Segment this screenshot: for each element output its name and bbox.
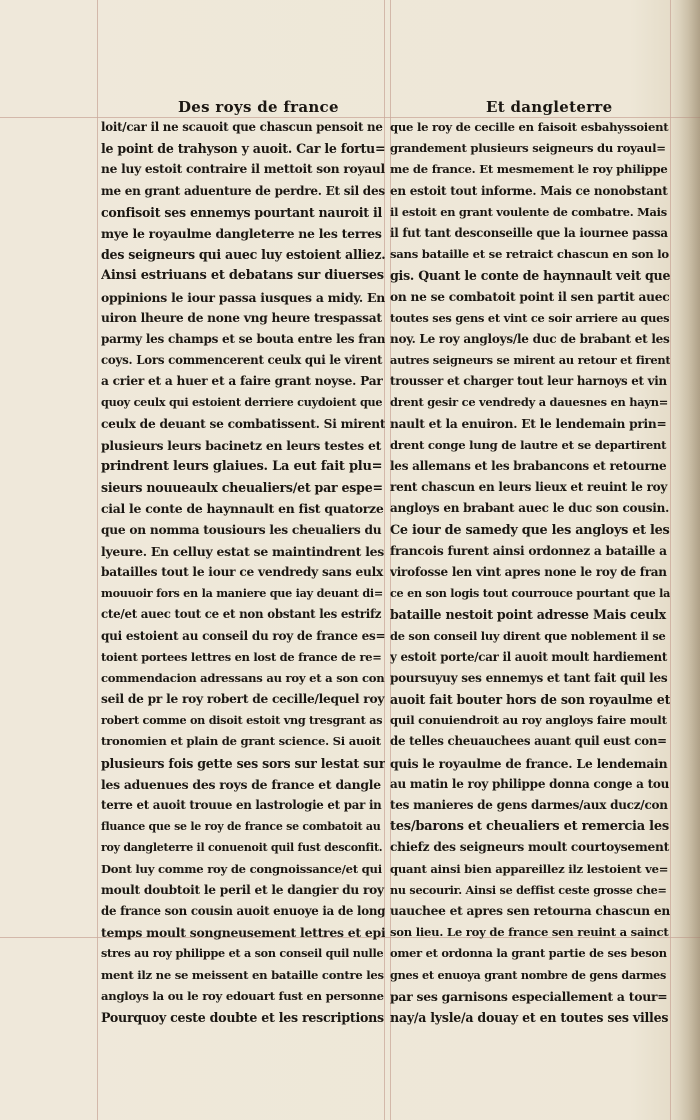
text-line: coys. Lors commencerent ceulx qui le virent: [101, 353, 383, 368]
text-line: tes manieres de gens darmes/aux ducz/con: [390, 798, 668, 812]
margin-rule-left: [97, 0, 98, 1120]
text-line: drent conge lung de lautre et se departirent: [390, 437, 667, 452]
text-line: temps moult songneusement lettres et epi: [101, 925, 385, 941]
text-line: y estoit porte/car il auoit moult hardiement: [390, 649, 668, 664]
text-line: au matin le roy philippe donna conge a tou: [390, 776, 670, 791]
text-line: loit/car il ne scauoit que chascun pensoit ne: [101, 120, 383, 134]
text-line: a crier et a huer et a faire grant noyse. Par: [101, 374, 383, 389]
text-line: de france son cousin auoit enuoye ia de long: [101, 903, 385, 918]
text-line: rent chascun en leurs lieux et reuint le roy: [390, 480, 668, 495]
text-line: virofosse len vint apres none le roy de fran: [390, 564, 667, 579]
text-line: prindrent leurs glaiues. La eut fait plu=: [101, 459, 383, 474]
text-line: batailles tout le iour ce vendredy sans eulx: [101, 564, 383, 579]
text-line: robert comme on disoit estoit vng tresgrant as: [101, 713, 383, 728]
text-line: lyeure. En celluy estat se maintindrent les: [101, 543, 385, 559]
text-line: qui estoient au conseil du roy de france es=: [101, 628, 385, 643]
text-line: fluance que se le roy de france se combatoit au: [101, 820, 381, 834]
text-line: roy dangleterre il conuenoit quil fust desconfit.: [101, 841, 383, 855]
text-line: me en grant aduenture de perdre. Et sil des: [101, 183, 385, 198]
text-line: cial le conte de haynnault en fist quatorze: [101, 501, 384, 517]
text-line: de son conseil luy dirent que noblement il se: [390, 628, 666, 643]
text-line: drent gesir ce vendredy a dauesnes en hayn=: [390, 395, 669, 410]
text-line: toient portees lettres en lost de france de re=: [101, 649, 382, 664]
text-line: plusieurs leurs bacinetz en leurs testes et: [101, 437, 382, 453]
text-line: ment ilz ne se meissent en bataille contre les: [101, 967, 384, 982]
text-line: Dont luy comme roy de congnoissance/et qui: [101, 861, 382, 876]
text-line: moult doubtoit le peril et le dangier du roy: [101, 882, 384, 897]
text-line: grandement plusieurs seigneurs du royaul=: [390, 141, 666, 156]
text-line: me de france. Et mesmement le roy philippe: [390, 162, 668, 177]
text-line: cte/et auec tout ce et non obstant les estrifz: [101, 607, 382, 622]
text-line: uiron lheure de none vng heure trespassat: [101, 310, 382, 325]
text-line: chiefz des seigneurs moult courtoysement: [390, 840, 670, 855]
text-line: quant ainsi bien appareillez ilz lestoient ve=: [390, 861, 669, 876]
right-text-column: [390, 117, 670, 1028]
text-line: le point de trahyson y auoit. Car le fortu=: [101, 141, 385, 157]
text-line: sans bataille et se retraict chascun en son lo: [390, 247, 669, 262]
text-line: poursuyuy ses ennemys et tant fait quil les: [390, 670, 668, 685]
text-line: les allemans et les brabancons et retourne: [390, 459, 667, 473]
text-line: commendacion adressans au roy et a son con: [101, 670, 385, 685]
text-line: Pourquoy ceste doubte et les rescriptions: [101, 1009, 384, 1025]
text-line: que le roy de cecille en faisoit esbahyssoient: [390, 120, 669, 134]
text-line: mouuoir fors en la maniere que iay deuant di=: [101, 586, 384, 601]
text-line: terre et auoit trouue en lastrologie et par in: [101, 798, 382, 812]
text-line: sieurs nouueaulx cheualiers/et par espe=: [101, 480, 383, 496]
text-line: stres au roy philippe et a son conseil quil nulle: [101, 946, 384, 961]
text-line: Ce iour de samedy que les angloys et les: [390, 522, 670, 538]
text-line: on ne se combatoit point il sen partit auec: [390, 289, 670, 304]
text-line: gnes et enuoya grant nombre de gens darmes: [390, 967, 667, 982]
text-line: des seigneurs qui auec luy estoient alliez.: [101, 247, 385, 263]
text-line: toutes ses gens et vint ce soir arriere au ques: [390, 310, 670, 325]
text-line: oppinions le iour passa iusques a midy. En: [101, 289, 385, 305]
text-line: les aduenues des roys de france et dangle: [101, 776, 381, 792]
text-line: nault et la enuiron. Et le lendemain prin=: [390, 416, 667, 431]
text-line: bataille nestoit point adresse Mais ceulx: [390, 607, 666, 623]
text-line: parmy les champs et se bouta entre les fran: [101, 331, 385, 346]
running-header-left: Des roys de france: [178, 98, 339, 116]
text-line: de telles cheuauchees auant quil eust con=: [390, 734, 667, 749]
text-line: gis. Quant le conte de haynnault veit que: [390, 268, 670, 284]
text-line: trousser et charger tout leur harnoys et vin: [390, 374, 667, 389]
text-line: francois furent ainsi ordonnez a bataille a: [390, 543, 667, 558]
text-line: confisoit ses ennemys pourtant nauroit il: [101, 204, 383, 220]
text-line: son lieu. Le roy de france sen reuint a sainct: [390, 925, 669, 940]
text-line: Ainsi estriuans et debatans sur diuerses: [101, 268, 384, 284]
text-line: il fut tant desconseille que la iournee passa: [390, 225, 668, 240]
text-line: que on nomma tousiours les cheualiers du: [101, 522, 382, 537]
page-gutter-shadow: [672, 0, 700, 1120]
text-line: angloys en brabant auec le duc son cousin.: [390, 501, 669, 516]
text-line: quil conuiendroit au roy angloys faire moult: [390, 713, 667, 728]
margin-rule-right: [670, 0, 671, 1120]
text-line: ce en son logis tout courrouce pourtant que la: [390, 586, 670, 601]
text-line: nu secourir. Ainsi se deffist ceste grosse che=: [390, 882, 667, 897]
text-line: tronomien et plain de grant science. Si auoit: [101, 734, 381, 749]
text-line: uauchee et apres sen retourna chascun en: [390, 903, 670, 918]
text-line: en estoit tout informe. Mais ce nonobstant: [390, 183, 668, 198]
text-line: il estoit en grant voulente de combatre. Mais: [390, 204, 667, 219]
left-text-column: [101, 117, 385, 1028]
text-line: nay/a lysle/a douay et en toutes ses villes: [390, 1009, 669, 1025]
text-line: tes/barons et cheualiers et remercia les: [390, 819, 669, 835]
text-line: mye le royaulme dangleterre ne les terres: [101, 225, 382, 241]
text-line: noy. Le roy angloys/le duc de brabant et les: [390, 331, 670, 346]
running-header-right: Et dangleterre: [486, 98, 613, 116]
text-line: ceulx de deuant se combatissent. Si mirent: [101, 416, 385, 431]
text-line: autres seigneurs se mirent au retour et firent: [390, 353, 670, 368]
text-line: quoy ceulx qui estoient derriere cuydoient que: [101, 395, 383, 410]
text-line: angloys la ou le roy edouart fust en personne: [101, 988, 384, 1003]
text-line: omer et ordonna la grant partie de ses beson: [390, 946, 667, 961]
text-line: par ses garnisons especiallement a tour=: [390, 988, 668, 1004]
text-line: seil de pr le roy robert de cecille/lequel roy: [101, 692, 385, 707]
text-line: quis le royaulme de france. Le lendemain: [390, 755, 668, 771]
text-line: auoit fait bouter hors de son royaulme et: [390, 692, 670, 708]
text-line: ne luy estoit contraire il mettoit son royaul: [101, 162, 385, 177]
text-line: plusieurs fois gette ses sors sur lestat sur: [101, 755, 385, 771]
